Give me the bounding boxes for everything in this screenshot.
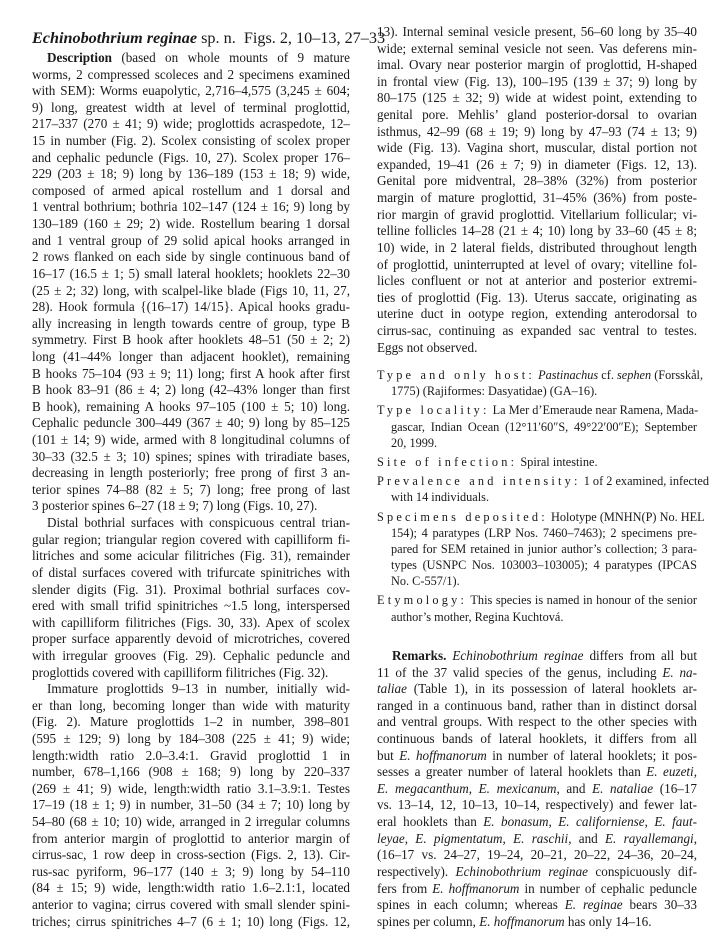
locality-label: Type locality: [377, 403, 483, 418]
text-line: (101 ± 14; 9) wide, armed with 8 longitudinal columns of: [32, 432, 350, 448]
text-line: 229 (203 ± 18; 9) long by 136–189 (153 ± 18; 9) wide,: [32, 166, 350, 182]
text-line: Distal bothrial surfaces with conspicuous central trian-: [47, 515, 350, 531]
text-line: long (41–44% longer than adjacent hooklet), remaining: [32, 348, 350, 364]
text-line: ered with small trifid spinitriches ~1.5 long, interspersed: [32, 598, 350, 614]
specimens-label: Specimens deposited: [377, 509, 542, 524]
site-label: Site of infection: [377, 454, 511, 469]
text-line: 1 ventral bothrium; bothria 102–147 (124 ± 16; 9) long by: [32, 199, 350, 215]
text-line: Description (based on whole mounts of 9 mature: [47, 50, 350, 65]
text-line: wide; external seminal vesicle not seen. Vas deferens min-: [377, 40, 697, 56]
text-line: respectively). Echinobothrium reginae conspicuously dif-: [377, 863, 697, 879]
text-line: anterior to vagina; cirrus covered with small slender spini-: [32, 897, 350, 913]
text-line: with SEM): Worms euapolytic, 2,716–4,575 (3,245 ± 604;: [32, 83, 350, 99]
text-line: Eggs not observed.: [377, 339, 478, 355]
text-line: slender digits (Fig. 31). Proximal bothrial surfaces cov-: [32, 581, 350, 597]
species-heading: [32, 28, 386, 48]
text-line: taliae (Table 1), in its possession of lateral hooklets ar-: [377, 681, 697, 697]
text-line: 11 of the 37 valid species of the genus, including E. na-: [377, 664, 697, 680]
text-line: 54–80 (68 ± 10; 10) wide, arranged in 2 irregular columns: [32, 814, 350, 830]
text-line: Remarks. Echinobothrium reginae differs from all but: [392, 648, 697, 663]
text-line: length:width ratio 2.0–3.4:1. Gravid proglottid 1 in: [32, 747, 350, 763]
text-line: (84 ± 15; 9) wide, length:width ratio 1.6–2.1:1, located: [32, 880, 350, 896]
text-line: genital pore. Mehlis’ gland posterior-dorsal to ovarian: [377, 107, 697, 123]
description-continued: [377, 24, 697, 356]
text-line: telline follicles 14–28 (21 ± 4; 10) long by 33–60 (45 ± 8;: [377, 223, 697, 239]
text-line: symmetry. First B hook after hooklets 48–51 (50 ± 2; 2): [32, 332, 350, 348]
text-line: gular region; triangular region covered with capilliform fi-: [32, 531, 350, 547]
text-line: (595 ± 129; 9) long by 184–308 (225 ± 41; 9) wide;: [32, 730, 350, 746]
text-line: imal. Ovary near posterior margin of proglottid, H-shaped: [377, 57, 697, 73]
text-line: E. megacanthum, E. mexicanum, and E. nataliae (16–17: [377, 780, 697, 796]
description-label: Description: [47, 50, 112, 65]
text-line: and cephalic peduncle (Figs. 10, 27). Scolex proper 176–: [32, 149, 350, 165]
host-label: Type and only host: [377, 368, 529, 382]
text-line: in frontal view (Fig. 13), 100–195 (139 ± 37; 9) long by: [377, 73, 697, 89]
sp-n-label: sp. n.: [197, 29, 236, 47]
text-line: ranged in a continuous band, rather than in distinct dorsal: [377, 697, 697, 713]
etymology-label: Etymology: [377, 593, 461, 608]
text-line: with irregular grooves (Fig. 29). Cephalic peduncle and: [32, 647, 350, 663]
remarks-label: Remarks.: [392, 648, 447, 663]
text-line: Cephalic peduncle 300–449 (367 ± 40; 9) long by 85–125: [32, 415, 350, 431]
remarks-paragraph: [377, 648, 697, 930]
text-line: (Fig. 2). Mature proglottids 1–2 in number, 398–801: [32, 714, 350, 730]
text-line: wide (Fig. 13). Vagina short, muscular, distal portion not: [377, 140, 697, 156]
text-line: continuous bands of lateral hooklets, it differs from all: [377, 731, 697, 747]
text-line: 28). Hook formula {(16–17) 14/15}. Apical hooks gradu-: [32, 299, 350, 315]
text-line: composed of armed apical rostellum and 1 dorsal and: [32, 182, 350, 198]
text-line: licles confluent or not at anterior and posterior extremi-: [377, 273, 697, 289]
text-line: with capilliform filitriches (Figs. 30, 33). Apex of scolex: [32, 614, 350, 630]
text-line: 16–17 (16.5 ± 1; 5) small lateral hooklets; hooklets 22–30: [32, 265, 350, 281]
text-line: 80–175 (125 ± 32; 9) wide at widest point, extending to: [377, 90, 697, 106]
text-line: cirrus-sac, continuing as expanded sac ventral to testes.: [377, 322, 697, 338]
text-line: of proglottid, uninterrupted at level of ovary; vitelline fol-: [377, 256, 697, 272]
text-line: and 1 ventral group of 29 solid apical hooks arranged in: [32, 232, 350, 248]
text-line: proglottids covered with capilliform filitriches (Fig. 32).: [32, 664, 329, 680]
text-line: vs. 13–14, 12, 10–13, 10–14, respectively) and fewer lat-: [377, 797, 697, 813]
figure-references: Figs. 2, 10–13, 27–33: [243, 29, 386, 47]
site-entry: Site of infection: Spiral intestine.: [377, 454, 598, 469]
taxonomic-summary: [377, 367, 710, 625]
text-line: (269 ± 41; 9) wide, length:width ratio 3.1–3.9:1. Testes: [32, 780, 350, 796]
text-line: 130–189 (160 ± 29; 2) wide. Rostellum bearing 1 dorsal: [32, 216, 350, 232]
text-line: cirrus-sac, 1 row deep in cross-section (Figs. 2, 13). Cir-: [32, 847, 350, 863]
text-line: number, 678–1,166 (908 ± 168; 9) long by 220–337: [32, 764, 350, 780]
species-name: Echinobothrium reginae: [32, 29, 198, 47]
etymology-entry: Etymology: This species is named in honour of the senior author’s mother, Regina Kuchtová.: [377, 593, 697, 624]
text-line: B hook 83–91 (86 ± 4; 2) long (42–43% longer than first: [32, 382, 350, 398]
text-line: uterine duct in ootype region, extending anterodorsal to: [377, 306, 697, 322]
text-line: and ventral groups. With respect to the other species with: [377, 714, 697, 730]
text-line: er than long, becoming longer than wide with maturity: [32, 697, 350, 713]
text-line: B hooks 75–104 (93 ± 9; 11) long; first A hook after first: [32, 365, 350, 381]
text-line: of distal surfaces covered with trifurcate spinitriches with: [32, 564, 350, 580]
text-line: 10) wide, in 2 lateral fields, distributed throughout length: [377, 239, 697, 255]
text-line: ties of proglottid (Fig. 13). Uterus saccate, originating as: [377, 289, 697, 305]
text-line: 17–19 (18 ± 1; 9) in number, 31–50 (34 ± 7; 10) long by: [32, 797, 350, 813]
text-line: isthmus, 42–99 (68 ± 19; 9) long by 47–93 (74 ± 13; 9): [377, 123, 697, 139]
host-entry: Type and only host: Pastinachus cf. sephen (Forsskål, 1775) (Rajiformes: Dasyatidae) (GA–16).: [377, 368, 704, 399]
text-line: spines per column, E. hoffmanorum has only 14–16.: [377, 913, 652, 929]
prevalence-entry: Prevalence and intensity: 1 of 2 examined, infected with 14 individuals.: [377, 474, 710, 505]
text-line: decreasing in length posteriorly; free prong of first 3 an-: [32, 465, 350, 481]
text-line: (16–17 vs. 24–27, 19–24, 20–21, 20–22, 24–36, 20–24,: [377, 847, 697, 863]
text-line: leyae, E. pigmentatum, E. raschii, and E. rayallemangi,: [377, 830, 697, 846]
text-line: worms, 2 compressed scoleces and 2 specimens examined: [32, 66, 350, 82]
text-line: 217–337 (270 ± 41; 9) wide; proglottids acraspedote, 12–: [32, 116, 350, 132]
text-line: ally increasing in length towards centre of group, type B: [32, 315, 350, 331]
text-line: 3 posterior spines 6–27 (18 ± 9; 7) long (Figs. 10, 27).: [32, 498, 318, 514]
description-paragraph: [32, 50, 350, 930]
text-line: rus-sac pyriform, 96–177 (140 ± 3; 9) long by 54–110: [32, 863, 350, 879]
text-line: but E. hoffmanorum in number of lateral hooklets; it pos-: [377, 747, 697, 763]
text-line: (25 ± 2; 32) long, with scalpel-like blade (Figs 10, 11, 27,: [32, 282, 350, 298]
text-line: 9) long, greatest width at level of terminal proglottid,: [32, 99, 350, 115]
prevalence-label: Prevalence and intensity: [377, 474, 574, 489]
text-line: from anterior margin of proglottid to anterior margin of: [32, 830, 350, 846]
text-line: rior margin of gravid proglottid. Vitellarium follicular; vi-: [377, 206, 697, 222]
text-line: proper surface apparently devoid of microtriches, covered: [32, 631, 350, 647]
text-line: fers from E. hoffmanorum in number of cephalic peduncle: [377, 880, 698, 896]
text-line: sesses a greater number of lateral hooklets than E. euzeti,: [377, 764, 697, 780]
text-line: Genital pore midventral, 28–38% (32%) from posterior: [377, 173, 697, 189]
specimens-entry: Specimens deposited: Holotype (MNHN(P) No. HEL 154); 4 paratypes (LRP Nos. 7460–7463); 2 specimens pre- pared for SEM retained in junior author’s collection; 3 para- types (USNPC Nos. 103003–103005); 4 paratypes (IPCAS No. C-557/1).: [377, 509, 705, 589]
text-line: expanded, 19–41 (26 ± 7; 9) in diameter (Figs. 12, 13).: [377, 156, 697, 172]
text-line: terior spines 74–88 (82 ± 5; 7) long; free prong of last: [32, 481, 350, 497]
text-line: 2 rows flanked on each side by single continuous band of: [32, 249, 350, 265]
text-line: 15 in number (Fig. 2). Scolex consisting of scolex proper: [32, 133, 350, 149]
text-line: spines in each column; whereas E. reginae bears 30–33: [377, 897, 697, 913]
text-line: triches; cirrus spinitriches 4–7 (6 ± 1; 10) long (Figs. 12,: [32, 913, 350, 929]
text-line: 13). Internal seminal vesicle present, 56–60 long by 35–40: [377, 24, 697, 39]
text-line: margin of mature proglottid, 31–45% (36%) from poste-: [377, 190, 697, 206]
text-line: 30–33 (32.5 ± 3; 10) spines; spines with triradiate bases,: [32, 448, 350, 464]
text-line: B hook), remaining A hooks 97–105 (100 ± 5; 10) long.: [32, 398, 350, 414]
text-line: Immature proglottids 9–13 in number, initially wid-: [47, 681, 350, 697]
text-line: litriches and some acicular filitriches (Fig. 31), remainder: [32, 548, 350, 564]
text-line: eral hooklets than E. bonasum, E. californiense, E. faut-: [377, 814, 697, 830]
locality-entry: Type locality: La Mer d’Emeraude near Ramena, Mada- gascar, Indian Ocean (12°11′60″S, 49°22′00″E); September 20, 1999.: [377, 403, 699, 450]
